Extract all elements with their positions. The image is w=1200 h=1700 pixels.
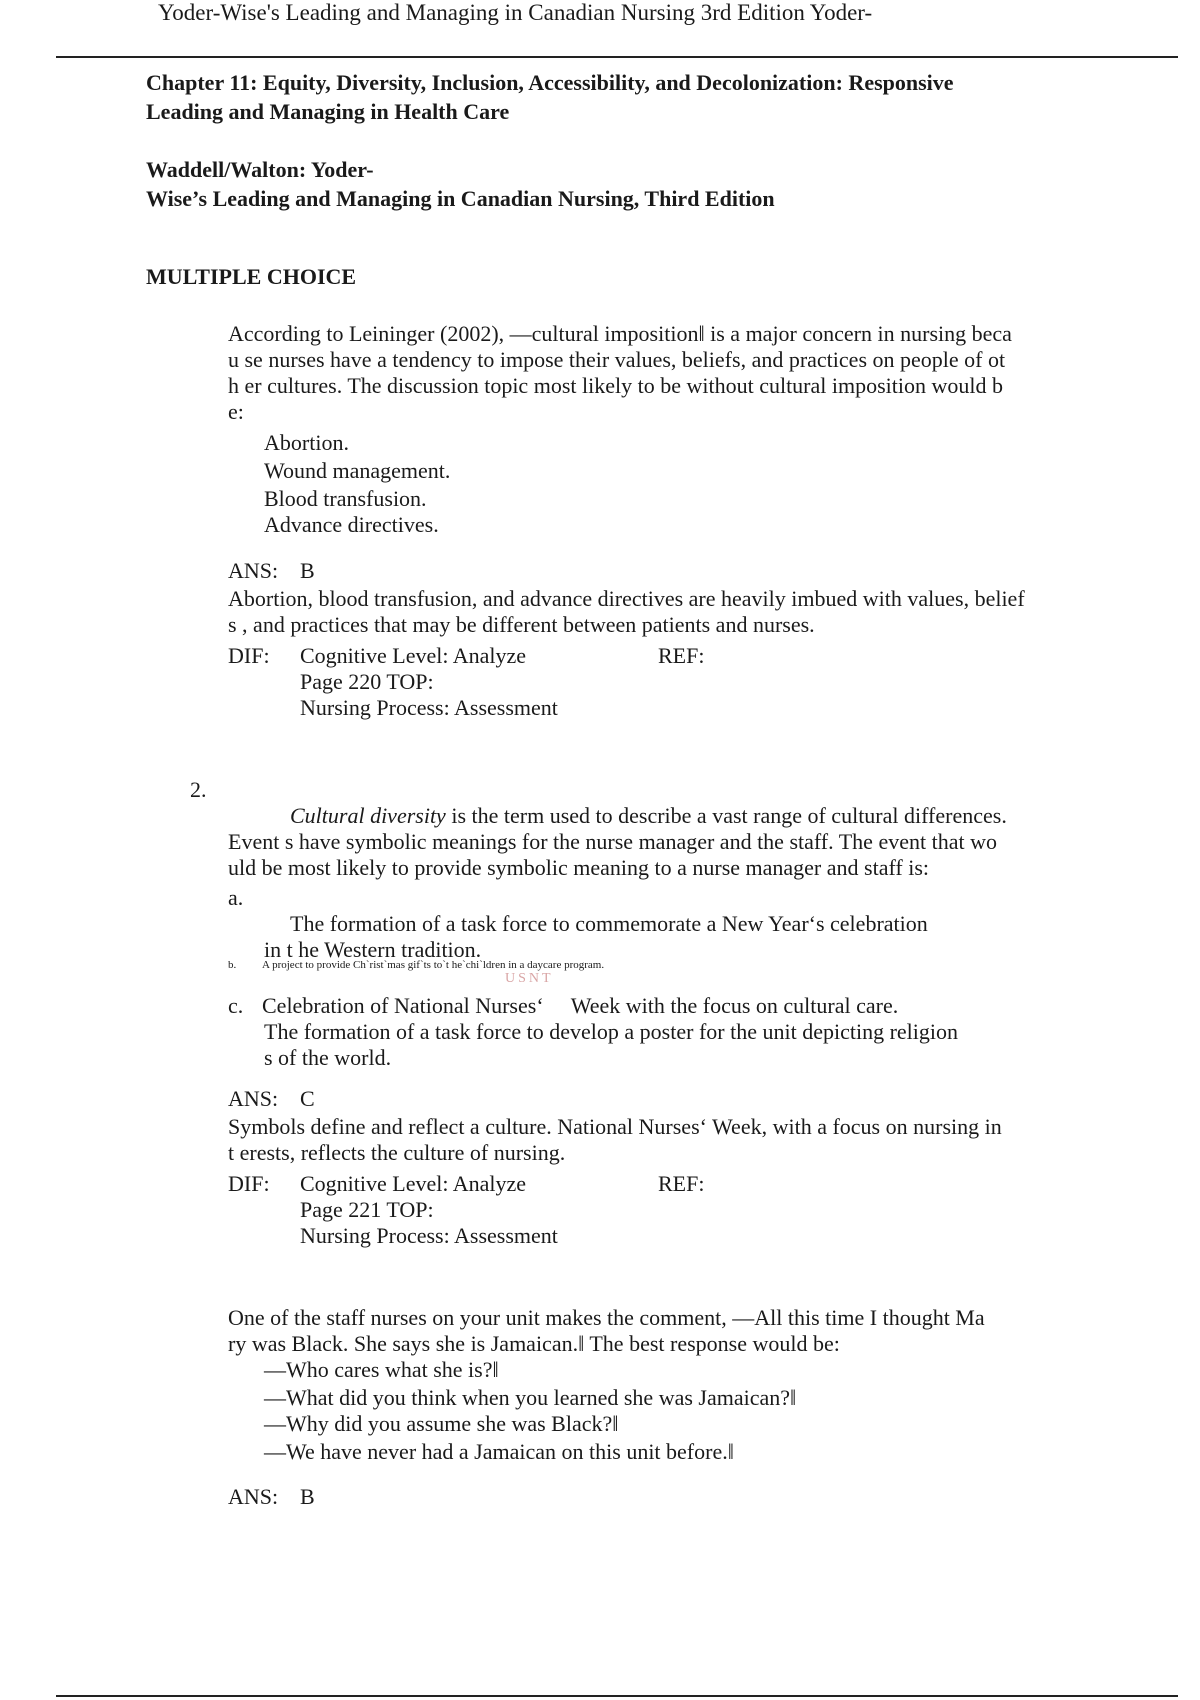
author-heading [146,155,1106,213]
q3-stem-line: One of the staff nurses on your unit makes the comment, —All this time I thought Ma [228,1305,985,1330]
q2-option-a [264,911,928,963]
q1-stem-line: e: [228,399,244,424]
q3-option-d: —We have never had a Jamaican on this unit before.‖ [264,1439,734,1464]
q2-stem-emphasis: Cultural diversity [290,803,446,828]
author-line-1: Waddell/Walton: Yoder- [146,157,374,182]
q2-option-a-letter: a. [228,885,244,910]
q2-option-d [264,1019,958,1071]
q3-answer-label: ANS: [228,1484,279,1509]
q1-stem [228,321,1128,425]
q2-option-a-line: The formation of a task force to commemorate a New Year‘s celebration [290,911,928,936]
q1-answer-value: B [300,558,315,583]
q2-option-d-line: s of the world. [264,1045,392,1070]
watermark-text: USNT [505,971,554,986]
q3-answer-value: B [300,1484,315,1509]
q3-stem [228,1305,1128,1357]
q3-option-b: —What did you think when you learned she was Jamaican?‖ [264,1385,797,1410]
q2-option-a-line: in t he Western tradition. [264,937,482,962]
q2-option-b-letter: b. [228,959,237,971]
q1-dif-details [300,643,558,721]
q1-answer-label: ANS: [228,558,279,583]
q2-rationale-line: t erests, reflects the culture of nursing. [228,1140,566,1165]
q2-stem-line-1 [228,803,1128,829]
q2-stem-line: uld be most likely to provide symbolic meaning to a nurse manager and staff is: [228,855,930,880]
q1-ref-label: REF: [658,643,705,668]
q3-option-a: —Who cares what she is?‖ [264,1357,499,1382]
q1-dif-line: Cognitive Level: Analyze [300,643,527,668]
q1-dif-line: Nursing Process: Assessment [300,695,558,720]
q3-stem-line: ry was Black. She says she is Jamaican.‖ The best response would be: [228,1331,840,1356]
chapter-title-line-2: Leading and Managing in Health Care [146,99,510,124]
q2-dif-line: Page 221 TOP: [300,1197,434,1222]
q3-option-c: —Why did you assume she was Black?‖ [264,1411,619,1436]
q2-option-c: Celebration of National Nurses‘ Week with the focus on cultural care. [262,993,899,1018]
q2-stem-line: Event s have symbolic meanings for the nurse manager and the staff. The event that wo [228,829,997,854]
q2-stem [228,803,1128,881]
chapter-title [146,68,1106,126]
q2-rationale-line: Symbols define and reflect a culture. National Nurses‘ Week, with a focus on nursing in [228,1114,1002,1139]
q2-dif-details [300,1171,558,1249]
section-heading: MULTIPLE CHOICE [146,264,357,289]
q1-option-b: Wound management. [264,458,451,483]
q1-stem-line: h er cultures. The discussion topic most likely to be without cultural imposition would b [228,373,1004,398]
q2-answer-label: ANS: [228,1086,279,1111]
q2-number: 2. [190,777,207,802]
q1-option-a: Abortion. [264,430,349,455]
q1-rationale-line: Abortion, blood transfusion, and advance directives are heavily imbued with values, belief [228,586,1025,611]
header-divider [56,56,1178,58]
footer-divider [56,1695,1178,1697]
running-header: Yoder-Wise's Leading and Managing in Canadian Nursing 3rd Edition Yoder- [158,0,873,25]
q2-option-c-letter: c. [228,993,244,1018]
q2-dif-line: Nursing Process: Assessment [300,1223,558,1248]
q1-dif-label: DIF: [228,643,270,668]
q1-option-d: Advance directives. [264,512,439,537]
q1-stem-line: According to Leininger (2002), —cultural imposition‖ is a major concern in nursing beca [228,321,1012,346]
q2-dif-line: Cognitive Level: Analyze [300,1171,527,1196]
q2-rationale [228,1114,1002,1166]
q1-dif-line: Page 220 TOP: [300,669,434,694]
chapter-title-line-1: Chapter 11: Equity, Diversity, Inclusion, Accessibility, and Decolonization: Responsive [146,70,954,95]
q2-answer-value: C [300,1086,315,1111]
q2-dif-label: DIF: [228,1171,270,1196]
q2-option-b: A project to provide Ch`rist`mas gif`ts to`t he`chi`ldren in a daycare program. [262,959,605,971]
q1-rationale-line: s , and practices that may be different between patients and nurses. [228,612,815,637]
q2-option-d-line: The formation of a task force to develop a poster for the unit depicting religion [264,1019,958,1044]
author-line-2: Wise’s Leading and Managing in Canadian Nursing, Third Edition [146,186,775,211]
q1-option-c: Blood transfusion. [264,486,427,511]
q2-stem-line-1-rest: is the term used to describe a vast range of cultural differences. [445,803,1007,828]
q1-stem-line: u se nurses have a tendency to impose their values, beliefs, and practices on people of ot [228,347,1006,372]
q2-ref-label: REF: [658,1171,705,1196]
q1-rationale [228,586,1025,638]
